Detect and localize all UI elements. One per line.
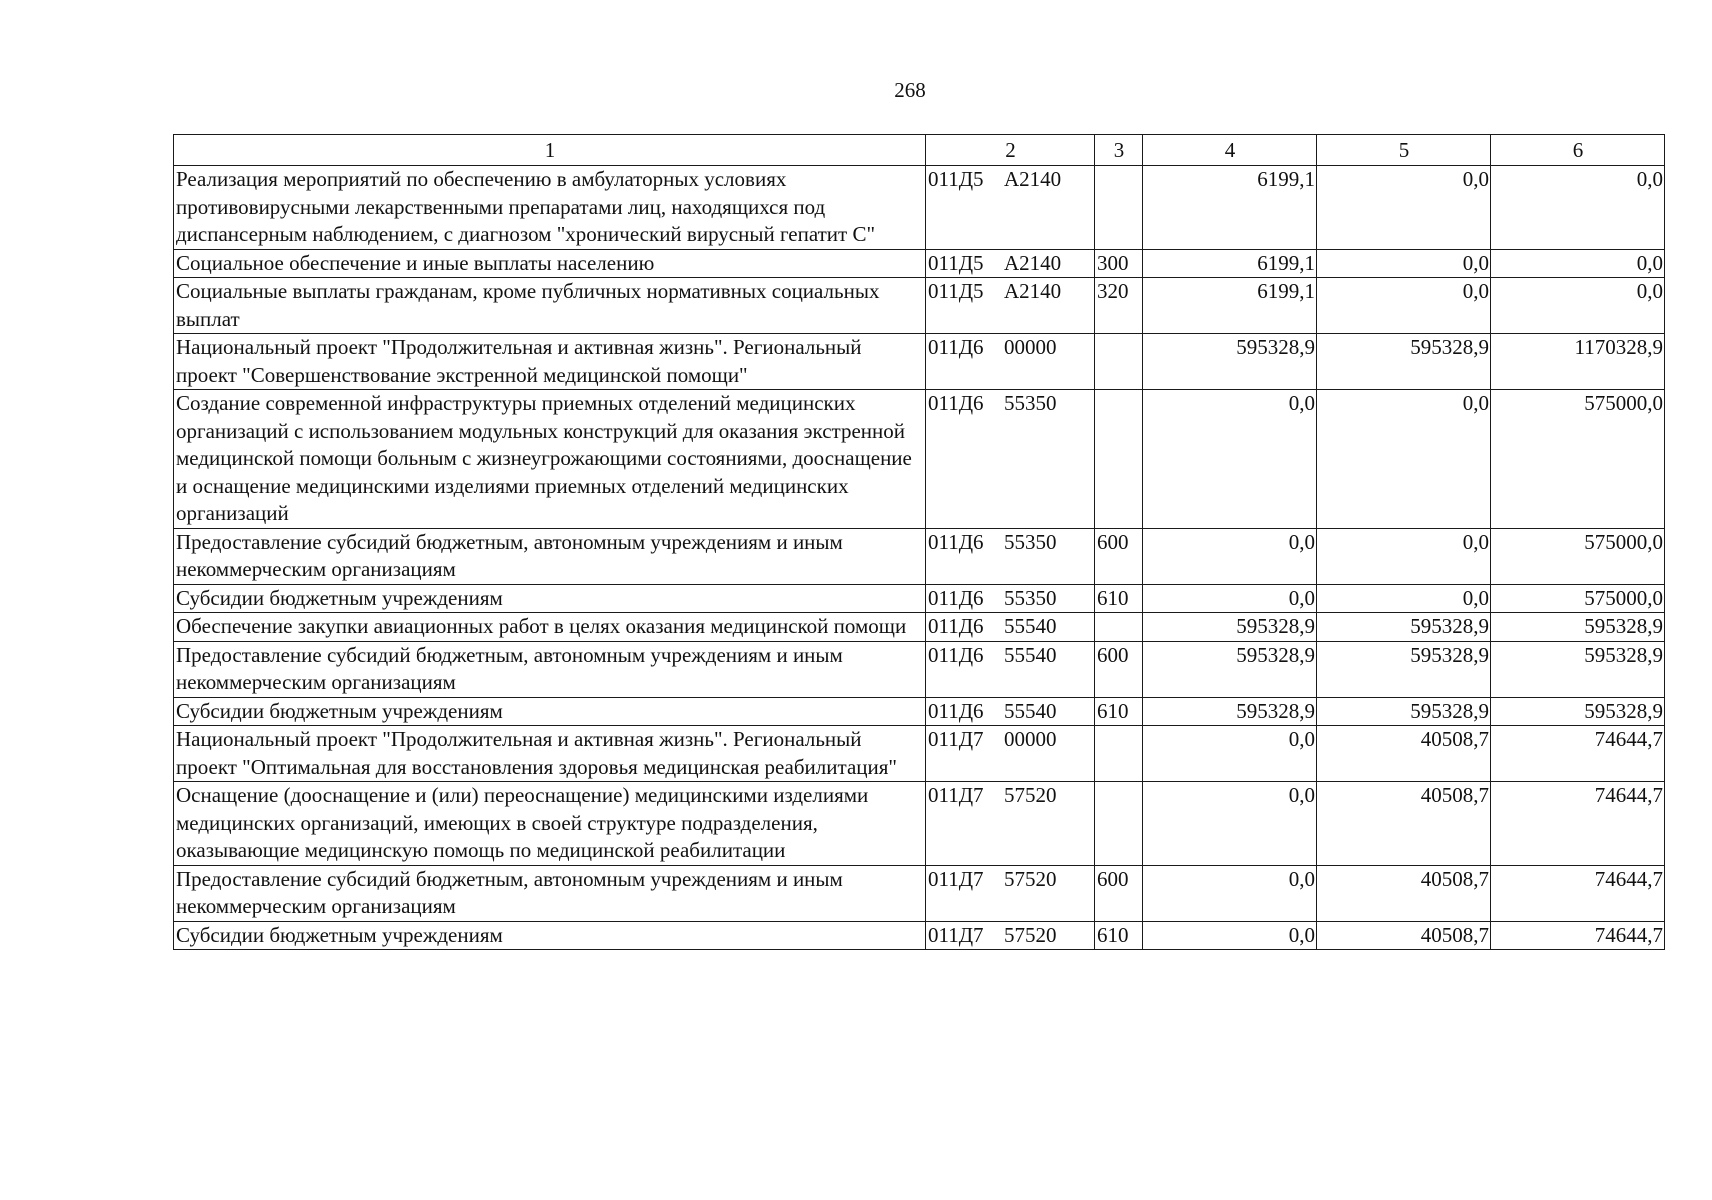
program-code: 011Д6 <box>928 585 984 610</box>
table-body <box>174 166 1665 950</box>
program-code: 011Д6 <box>928 642 984 667</box>
expense-type: 610 <box>1095 921 1143 950</box>
row-code <box>926 782 1095 866</box>
amount-col-5: 0,0 <box>1317 278 1491 334</box>
amount-col-4: 595328,9 <box>1143 613 1317 642</box>
amount-col-4: 0,0 <box>1143 726 1317 782</box>
row-code <box>926 584 1095 613</box>
row-description: Реализация мероприятий по обеспечению в амбулаторных условиях противовирусными лекарственными препаратами лиц, находящихся под диспансерным наблюдением, с диагнозом "хронический вирусный гепатит С" <box>174 166 926 250</box>
amount-col-6: 575000,0 <box>1491 584 1665 613</box>
column-header: 1 <box>174 135 926 166</box>
budget-table <box>173 134 1665 950</box>
table-row <box>174 782 1665 866</box>
direction-code: А2140 <box>1004 250 1062 275</box>
amount-col-6: 74644,7 <box>1491 726 1665 782</box>
row-code <box>926 641 1095 697</box>
table-row <box>174 278 1665 334</box>
amount-col-6: 0,0 <box>1491 249 1665 278</box>
program-code: 011Д6 <box>928 529 984 554</box>
amount-col-4: 6199,1 <box>1143 166 1317 250</box>
program-code: 011Д5 <box>928 167 984 191</box>
direction-code: 55540 <box>1004 698 1057 723</box>
amount-col-5: 40508,7 <box>1317 726 1491 782</box>
direction-code: 57520 <box>1004 866 1057 891</box>
row-description: Предоставление субсидий бюджетным, автономным учреждениям и иным некоммерческим организациям <box>174 641 926 697</box>
amount-col-5: 0,0 <box>1317 584 1491 613</box>
row-description: Обеспечение закупки авиационных работ в целях оказания медицинской помощи <box>174 613 926 642</box>
amount-col-5: 0,0 <box>1317 390 1491 529</box>
row-description: Оснащение (дооснащение и (или) переоснащение) медицинскими изделиями медицинских организаций, имеющих в своей структуре подразделения, оказывающие медицинскую помощь по медицинской реабилитации <box>174 782 926 866</box>
amount-col-4: 0,0 <box>1143 584 1317 613</box>
amount-col-4: 0,0 <box>1143 528 1317 584</box>
program-code: 011Д7 <box>928 783 984 807</box>
program-code: 011Д7 <box>928 727 984 751</box>
amount-col-4: 595328,9 <box>1143 334 1317 390</box>
expense-type <box>1095 782 1143 866</box>
column-header: 2 <box>926 135 1095 166</box>
amount-col-4: 0,0 <box>1143 921 1317 950</box>
expense-type <box>1095 613 1143 642</box>
table-row <box>174 334 1665 390</box>
program-code: 011Д7 <box>928 922 984 947</box>
direction-code: А2140 <box>1004 279 1062 303</box>
row-description: Субсидии бюджетным учреждениям <box>174 921 926 950</box>
amount-col-5: 40508,7 <box>1317 782 1491 866</box>
expense-type <box>1095 726 1143 782</box>
row-description: Национальный проект "Продолжительная и активная жизнь". Региональный проект "Совершенствование экстренной медицинской помощи" <box>174 334 926 390</box>
program-code: 011Д6 <box>928 614 984 638</box>
row-code <box>926 166 1095 250</box>
row-code <box>926 528 1095 584</box>
row-description: Субсидии бюджетным учреждениям <box>174 697 926 726</box>
program-code: 011Д5 <box>928 250 984 275</box>
amount-col-6: 0,0 <box>1491 166 1665 250</box>
amount-col-5: 0,0 <box>1317 249 1491 278</box>
amount-col-5: 0,0 <box>1317 528 1491 584</box>
amount-col-6: 595328,9 <box>1491 641 1665 697</box>
row-description: Социальные выплаты гражданам, кроме публичных нормативных социальных выплат <box>174 278 926 334</box>
amount-col-4: 0,0 <box>1143 865 1317 921</box>
row-code <box>926 278 1095 334</box>
column-header: 6 <box>1491 135 1665 166</box>
row-code <box>926 726 1095 782</box>
direction-code: 00000 <box>1004 727 1057 751</box>
expense-type: 610 <box>1095 697 1143 726</box>
column-header: 3 <box>1095 135 1143 166</box>
table-row <box>174 726 1665 782</box>
expense-type: 600 <box>1095 528 1143 584</box>
expense-type: 610 <box>1095 584 1143 613</box>
amount-col-5: 595328,9 <box>1317 641 1491 697</box>
table-row <box>174 921 1665 950</box>
table-row <box>174 166 1665 250</box>
amount-col-4: 6199,1 <box>1143 278 1317 334</box>
program-code: 011Д6 <box>928 698 984 723</box>
row-code <box>926 613 1095 642</box>
amount-col-5: 595328,9 <box>1317 613 1491 642</box>
table-row <box>174 865 1665 921</box>
direction-code: 55540 <box>1004 642 1057 667</box>
amount-col-5: 40508,7 <box>1317 921 1491 950</box>
direction-code: 57520 <box>1004 922 1057 947</box>
expense-type <box>1095 166 1143 250</box>
program-code: 011Д6 <box>928 391 984 415</box>
direction-code: 57520 <box>1004 783 1057 807</box>
program-code: 011Д5 <box>928 279 984 303</box>
expense-type: 300 <box>1095 249 1143 278</box>
table-row <box>174 390 1665 529</box>
row-code <box>926 697 1095 726</box>
table-row <box>174 641 1665 697</box>
table-row <box>174 528 1665 584</box>
row-code <box>926 334 1095 390</box>
amount-col-4: 595328,9 <box>1143 641 1317 697</box>
row-code <box>926 390 1095 529</box>
amount-col-6: 595328,9 <box>1491 613 1665 642</box>
amount-col-5: 0,0 <box>1317 166 1491 250</box>
page-number: 268 <box>894 78 926 102</box>
expense-type: 600 <box>1095 641 1143 697</box>
column-header: 5 <box>1317 135 1491 166</box>
amount-col-5: 595328,9 <box>1317 697 1491 726</box>
amount-col-6: 74644,7 <box>1491 921 1665 950</box>
amount-col-4: 6199,1 <box>1143 249 1317 278</box>
row-description: Национальный проект "Продолжительная и активная жизнь". Региональный проект "Оптимальная для восстановления здоровья медицинская реабилитация" <box>174 726 926 782</box>
row-description: Создание современной инфраструктуры приемных отделений медицинских организаций с использованием модульных конструкций для оказания экстренной медицинской помощи больным с жизнеугрожающими состояниями, дооснащение и оснащение медицинскими изделиями приемных отделений медицинских организаций <box>174 390 926 529</box>
amount-col-6: 0,0 <box>1491 278 1665 334</box>
amount-col-6: 74644,7 <box>1491 782 1665 866</box>
amount-col-4: 0,0 <box>1143 390 1317 529</box>
program-code: 011Д7 <box>928 866 984 891</box>
expense-type <box>1095 390 1143 529</box>
direction-code: 55350 <box>1004 391 1057 415</box>
table-row <box>174 584 1665 613</box>
direction-code: 55350 <box>1004 585 1057 610</box>
row-description: Субсидии бюджетным учреждениям <box>174 584 926 613</box>
amount-col-6: 575000,0 <box>1491 390 1665 529</box>
table-row <box>174 613 1665 642</box>
amount-col-6: 595328,9 <box>1491 697 1665 726</box>
direction-code: 55350 <box>1004 529 1057 554</box>
amount-col-4: 0,0 <box>1143 782 1317 866</box>
amount-col-6: 1170328,9 <box>1491 334 1665 390</box>
amount-col-6: 74644,7 <box>1491 865 1665 921</box>
row-code <box>926 921 1095 950</box>
table-row <box>174 697 1665 726</box>
amount-col-5: 40508,7 <box>1317 865 1491 921</box>
row-code <box>926 865 1095 921</box>
column-header: 4 <box>1143 135 1317 166</box>
row-description: Предоставление субсидий бюджетным, автономным учреждениям и иным некоммерческим организациям <box>174 528 926 584</box>
row-code <box>926 249 1095 278</box>
direction-code: 00000 <box>1004 335 1057 359</box>
direction-code: 55540 <box>1004 614 1057 638</box>
row-description: Социальное обеспечение и иные выплаты населению <box>174 249 926 278</box>
direction-code: А2140 <box>1004 167 1062 191</box>
program-code: 011Д6 <box>928 335 984 359</box>
expense-type: 600 <box>1095 865 1143 921</box>
table-header-row <box>174 135 1665 166</box>
expense-type <box>1095 334 1143 390</box>
table-row <box>174 249 1665 278</box>
row-description: Предоставление субсидий бюджетным, автономным учреждениям и иным некоммерческим организациям <box>174 865 926 921</box>
amount-col-4: 595328,9 <box>1143 697 1317 726</box>
expense-type: 320 <box>1095 278 1143 334</box>
amount-col-6: 575000,0 <box>1491 528 1665 584</box>
amount-col-5: 595328,9 <box>1317 334 1491 390</box>
